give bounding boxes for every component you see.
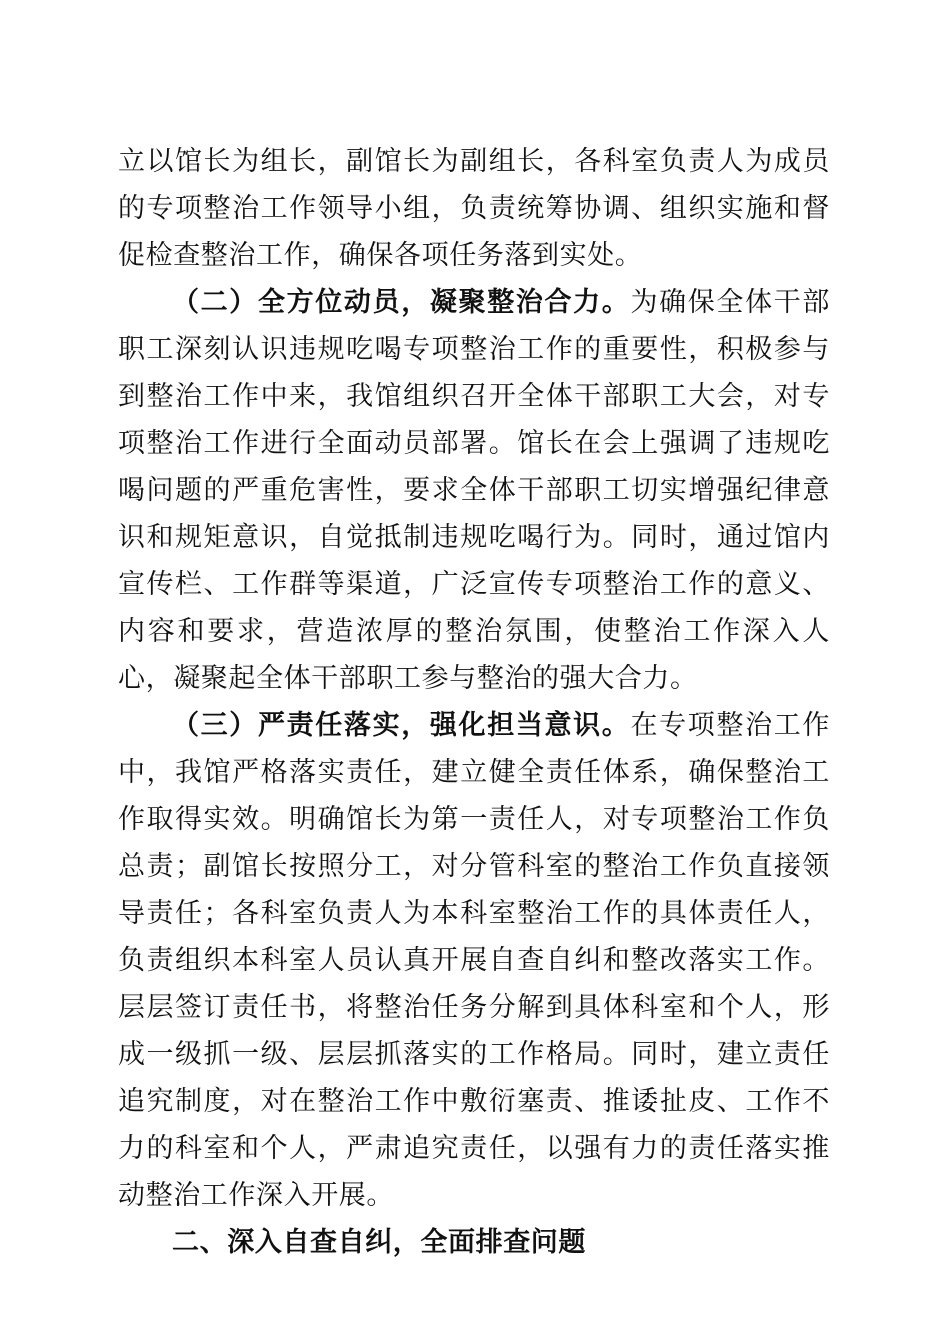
document-body: [118, 138, 830, 1266]
section-3-paragraph: [118, 702, 830, 1219]
section-2-body: 为确保全体干部职工深刻认识违规吃喝专项整治工作的重要性，积极参与到整治工作中来，我馆组织召开全体干部职工大会，对专项整治工作进行全面动员部署。馆长在会上强调了违规吃喝问题的严重危害性，要求全体干部职工切实增强纪律意识和规矩意识，自觉抵制违规吃喝行为。同时，通过馆内宣传栏、工作群等渠道，广泛宣传专项整治工作的意义、内容和要求，营造浓厚的整治氛围，使整治工作深入人心，凝聚起全体干部职工参与整治的强大合力。: [118, 287, 830, 694]
section-2-lead: （二）全方位动员，凝聚整治合力。: [172, 287, 631, 318]
section-3-body: 在专项整治工作中，我馆严格落实责任，建立健全责任体系，确保整治工作取得实效。明确馆长为第一责任人，对专项整治工作负总责；副馆长按照分工，对分管科室的整治工作负直接领导责任；各科室负责人为本科室整治工作的具体责任人，负责组织本科室人员认真开展自查自纠和整改落实工作。层层签订责任书，将整治任务分解到具体科室和个人，形成一级抓一级、层层抓落实的工作格局。同时，建立责任追究制度，对在整治工作中敷衍塞责、推诿扯皮、工作不力的科室和个人，严肃追究责任，以强有力的责任落实推动整治工作深入开展。: [118, 710, 830, 1211]
intro-paragraph: 立以馆长为组长，副馆长为副组长，各科室负责人为成员的专项整治工作领导小组，负责统筹协调、组织实施和督促检查整治工作，确保各项任务落到实处。: [118, 146, 830, 271]
section-3-lead: （三）严责任落实，强化担当意识。: [172, 710, 631, 741]
section-heading-2: 二、深入自查自纠，全面排查问题: [172, 1227, 586, 1258]
section-2-paragraph: [118, 279, 830, 702]
